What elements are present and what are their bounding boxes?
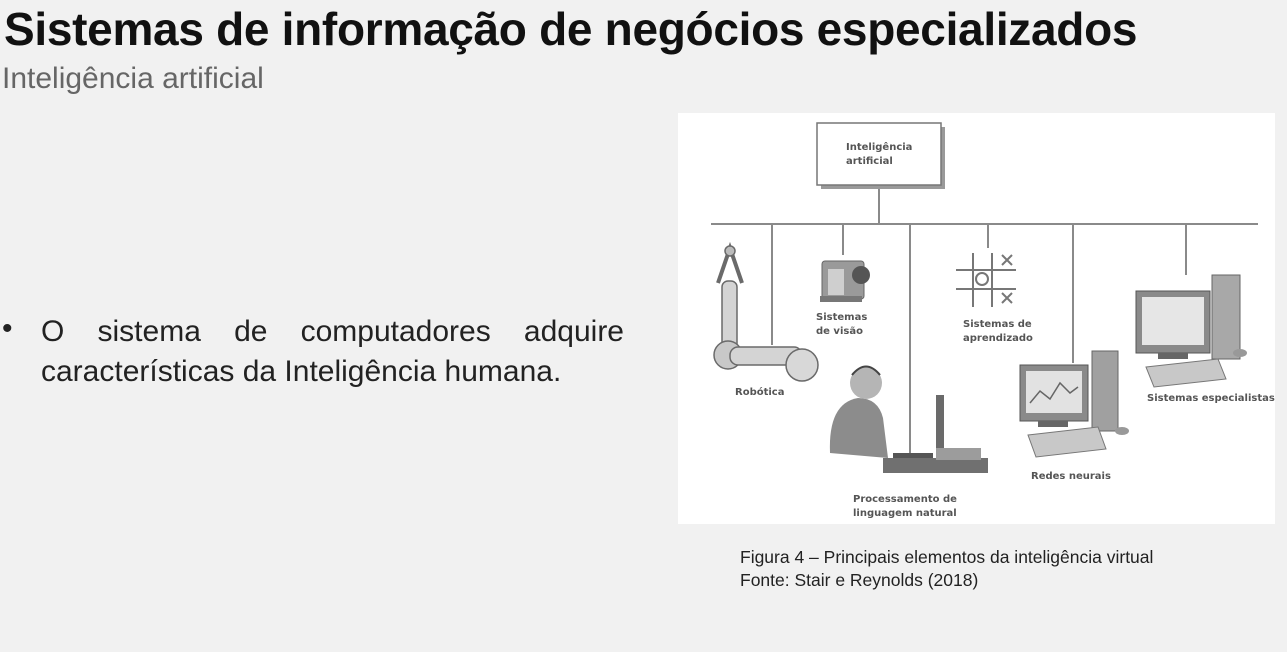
robotic-arm-icon bbox=[714, 246, 818, 381]
label-especialistas: Sistemas especialistas bbox=[1147, 393, 1275, 404]
root-label-line1: Inteligência bbox=[846, 142, 913, 153]
root-label-line2: artificial bbox=[846, 156, 893, 167]
bullet-text: O sistema de computadores adquire características da Inteligência humana. bbox=[41, 315, 624, 388]
label-linguagem-2: linguagem natural bbox=[853, 508, 957, 519]
label-redes: Redes neurais bbox=[1031, 471, 1111, 482]
camera-icon bbox=[820, 261, 870, 302]
neural-network-computer-icon bbox=[1020, 351, 1129, 457]
expert-system-computer-icon bbox=[1136, 275, 1247, 387]
root-box bbox=[817, 123, 941, 185]
ai-diagram bbox=[678, 113, 1275, 524]
caption-title: Figura 4 – Principais elementos da inteligência virtual bbox=[740, 547, 1154, 567]
label-visao-2: de visão bbox=[816, 326, 863, 337]
caption-source: Fonte: Stair e Reynolds (2018) bbox=[740, 570, 979, 590]
label-aprendizado-2: aprendizado bbox=[963, 333, 1033, 344]
slide-title: Sistemas de informação de negócios especializados bbox=[4, 3, 1138, 55]
ai-elements-figure bbox=[678, 113, 1275, 524]
label-linguagem-1: Processamento de bbox=[853, 494, 957, 505]
label-robotica: Robótica bbox=[735, 387, 785, 398]
label-visao-1: Sistemas bbox=[816, 312, 868, 323]
slide-subtitle: Inteligência artificial bbox=[2, 62, 264, 95]
bullet-icon: • bbox=[2, 312, 13, 345]
label-aprendizado-1: Sistemas de bbox=[963, 319, 1032, 330]
tic-tac-toe-icon bbox=[956, 253, 1016, 307]
figure-caption bbox=[740, 546, 1153, 592]
person-at-computer-icon bbox=[830, 367, 988, 474]
bullet-list bbox=[0, 312, 624, 392]
